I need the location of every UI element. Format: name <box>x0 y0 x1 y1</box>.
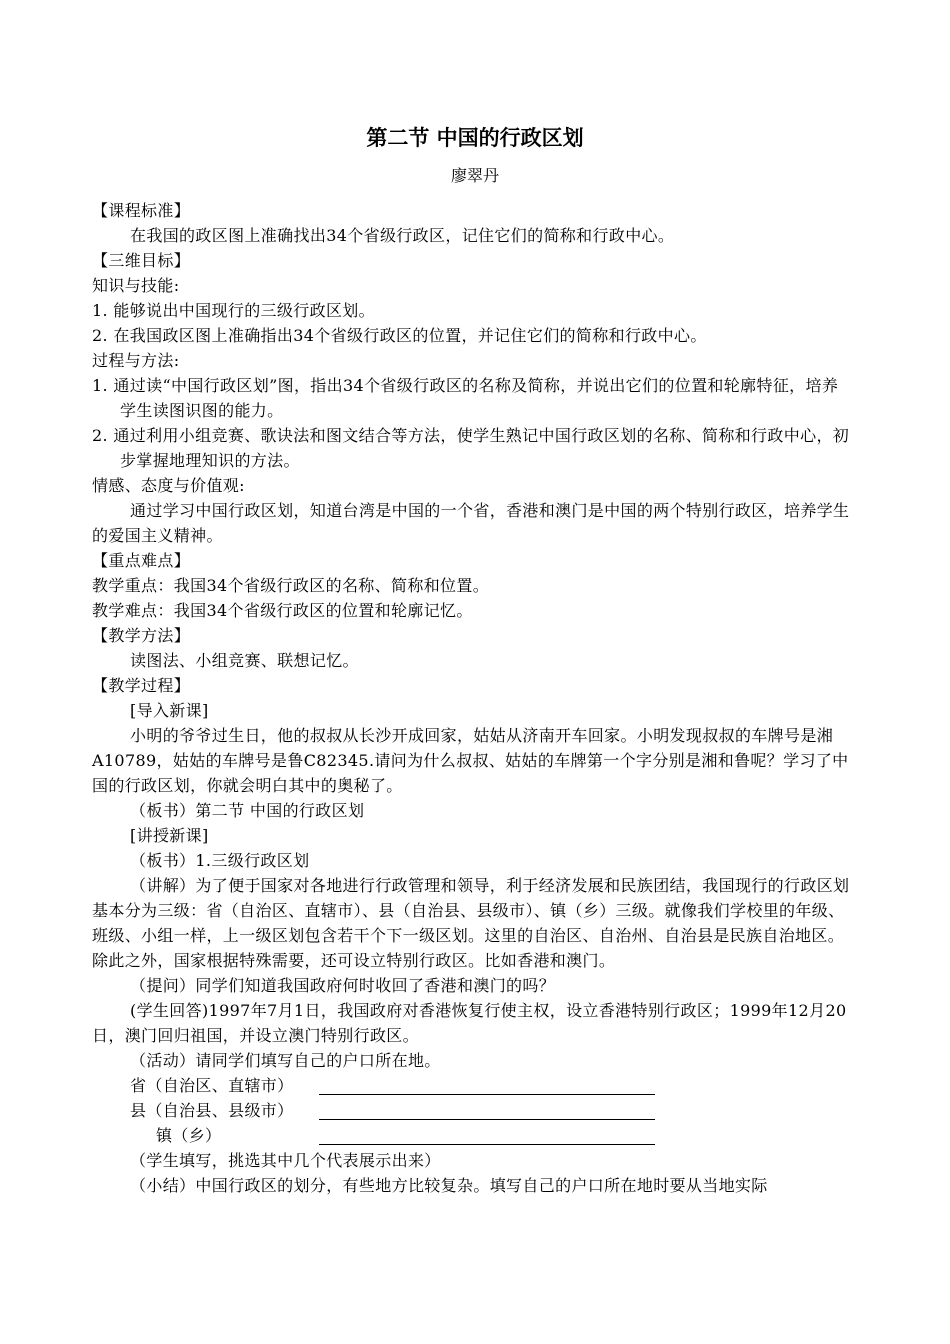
fill-in-row <box>92 1098 852 1123</box>
section-heading: 【教学方法】 <box>92 626 191 645</box>
section-heading: 【三维目标】 <box>92 251 191 270</box>
paragraph: 过程与方法: <box>92 351 180 370</box>
paragraph: （活动）请同学们填写自己的户口所在地。 <box>130 1051 441 1070</box>
fill-in-label: 省（自治区、直辖市） <box>130 1076 294 1095</box>
paragraph: 教学难点：我国34个省级行政区的位置和轮廓记忆。 <box>92 601 473 620</box>
paragraph: 教学重点：我国34个省级行政区的名称、简称和位置。 <box>92 576 490 595</box>
section-heading: 【课程标准】 <box>92 201 191 220</box>
author: 廖翠丹 <box>450 166 499 185</box>
paragraph: [导入新课] <box>130 701 209 720</box>
paragraph: （小结）中国行政区的划分，有些地方比较复杂。填写自己的户口所在地时要从当地实际 <box>130 1176 768 1195</box>
fill-in-blank-line[interactable] <box>319 1119 655 1120</box>
paragraph: [讲授新课] <box>130 826 209 845</box>
fill-in-row <box>92 1073 852 1098</box>
paragraph: （提问）同学们知道我国政府何时收回了香港和澳门的吗？ <box>130 976 556 995</box>
paragraph: 知识与技能: <box>92 276 180 295</box>
paragraph: 2. 在我国政区图上准确指出34个省级行政区的位置，并记住它们的简称和行政中心。 <box>92 326 707 345</box>
fill-in-label: 县（自治县、县级市） <box>130 1101 294 1120</box>
fill-in-label: 镇（乡） <box>156 1126 222 1145</box>
paragraph: （板书）1.三级行政区划 <box>130 851 310 870</box>
document-body <box>92 198 852 1198</box>
section-heading: 【重点难点】 <box>92 551 191 570</box>
paragraph: 读图法、小组竞赛、联想记忆。 <box>130 651 359 670</box>
page-title: 第二节 中国的行政区划 <box>366 126 584 150</box>
fill-in-blank-line[interactable] <box>319 1094 655 1095</box>
paragraph: 通过学习中国行政区划，知道台湾是中国的一个省，香港和澳门是中国的两个特别行政区，培养学生的爱国主义精神。 <box>92 501 850 545</box>
paragraph: 1. 通过读“中国行政区划”图，指出34个省级行政区的名称及简称，并说出它们的位置和轮廓特征，培养学生读图识图的能力。 <box>92 376 839 420</box>
paragraph: 1. 能够说出中国现行的三级行政区划。 <box>92 301 376 320</box>
paragraph: （板书）第二节 中国的行政区划 <box>130 801 365 820</box>
fill-in-row <box>92 1123 852 1148</box>
paragraph: 2. 通过利用小组竞赛、歌诀法和图文结合等方法，使学生熟记中国行政区划的名称、简称和行政中心，初步掌握地理知识的方法。 <box>92 426 850 470</box>
fill-in-blank-line[interactable] <box>319 1144 655 1145</box>
paragraph: 在我国的政区图上准确找出34个省级行政区，记住它们的简称和行政中心。 <box>130 226 675 245</box>
paragraph: (学生回答)1997年7月1日，我国政府对香港恢复行使主权，设立香港特别行政区；1999年12月20日，澳门回归祖国，并设立澳门特别行政区。 <box>92 1001 847 1045</box>
paragraph: 情感、态度与价值观: <box>92 476 245 495</box>
paragraph: （讲解）为了便于国家对各地进行行政管理和领导，利于经济发展和民族团结，我国现行的行政区划基本分为三级：省（自治区、直辖市）、县（自治县、县级市）、镇（乡）三级。就像我们学校里的年级、班级、小组一样，上一级区划包含若干个下一级区划。这里的自治区、自治州、自治县是民族自治地区。除此之外，国家根据特殊需要，还可设立特别行政区。比如香港和澳门。 <box>92 876 850 970</box>
paragraph: 小明的爷爷过生日，他的叔叔从长沙开成回家，姑姑从济南开车回家。小明发现叔叔的车牌号是湘A10789，姑姑的车牌号是鲁C82345.请问为什么叔叔、姑姑的车牌第一个字分别是湘和鲁呢？学习了中国的行政区划，你就会明白其中的奥秘了。 <box>92 726 849 795</box>
section-heading: 【教学过程】 <box>92 676 191 695</box>
paragraph: （学生填写，挑选其中几个代表展示出来） <box>130 1151 441 1170</box>
